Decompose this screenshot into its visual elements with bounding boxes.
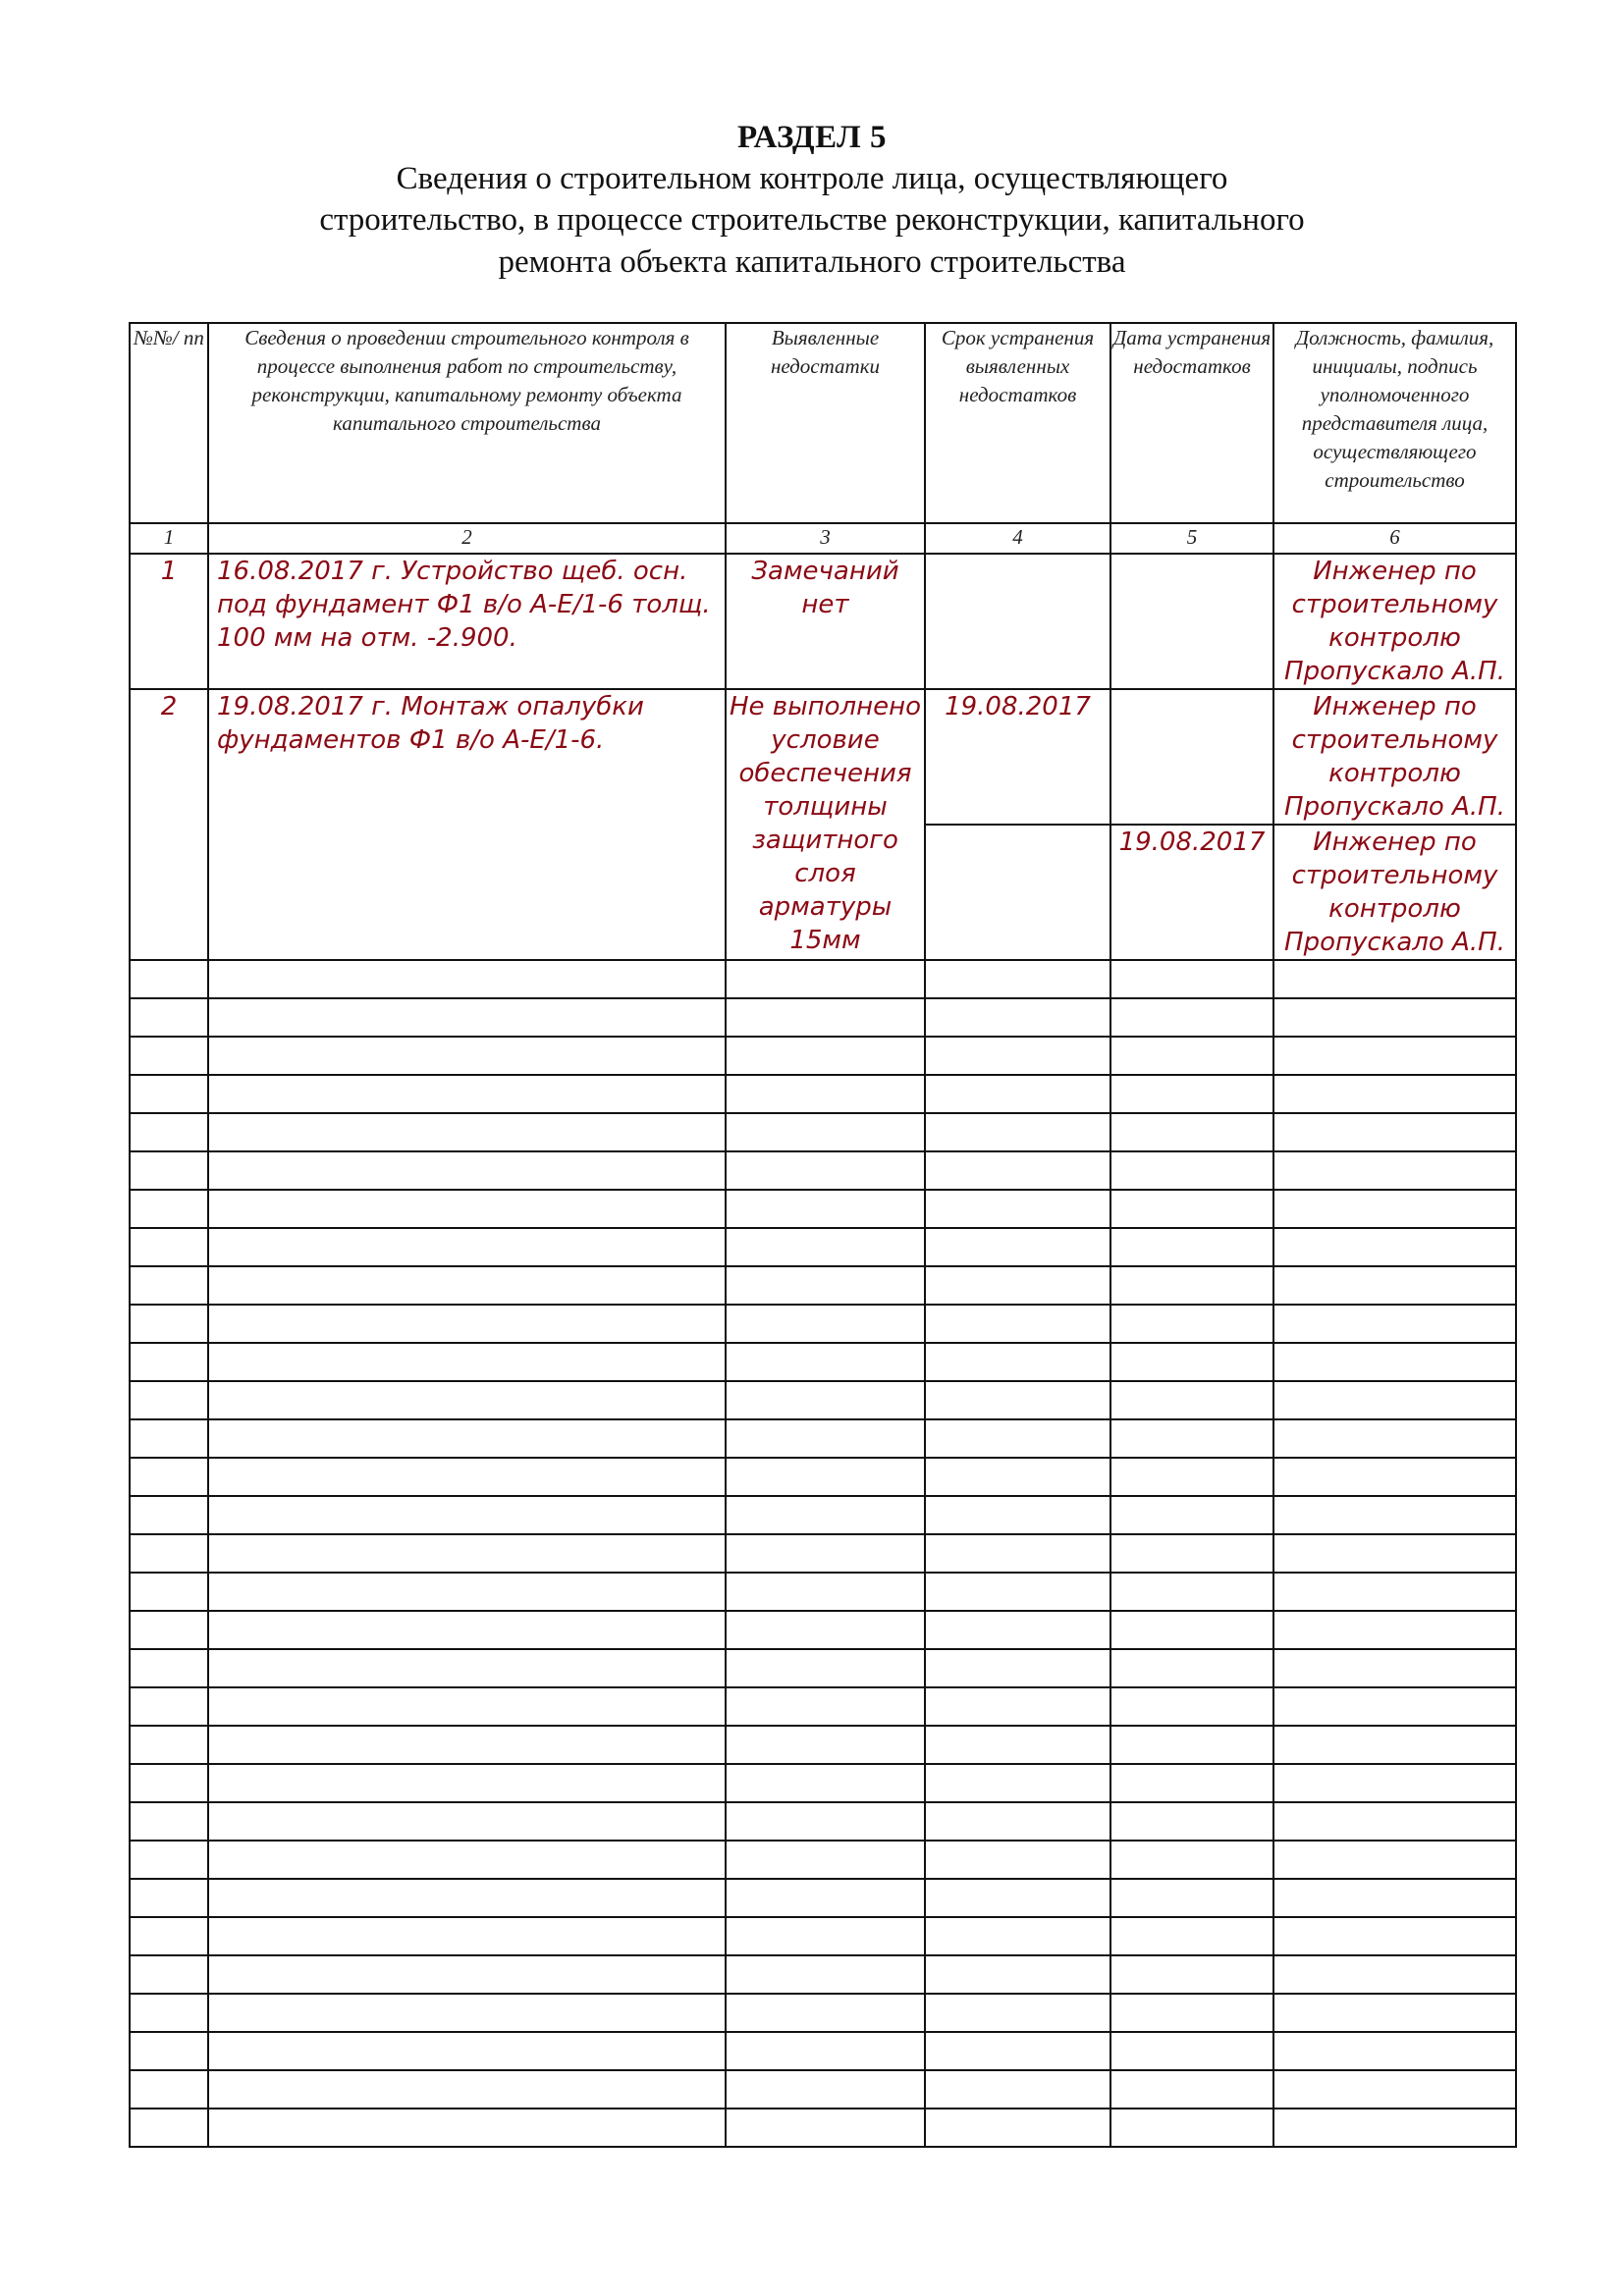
empty-cell xyxy=(1273,1649,1516,1687)
column-number: 1 xyxy=(130,523,208,554)
empty-cell xyxy=(1110,1573,1273,1611)
empty-cell xyxy=(726,1802,925,1841)
empty-cell xyxy=(1110,1037,1273,1075)
empty-table-row xyxy=(130,1305,1516,1343)
column-number: 3 xyxy=(726,523,925,554)
empty-table-row xyxy=(130,1573,1516,1611)
empty-cell xyxy=(1273,998,1516,1037)
empty-cell xyxy=(208,2109,726,2147)
empty-cell xyxy=(130,1764,208,1802)
empty-cell xyxy=(130,1075,208,1113)
empty-cell xyxy=(1110,1994,1273,2032)
empty-cell xyxy=(130,1611,208,1649)
empty-cell xyxy=(130,1802,208,1841)
empty-cell xyxy=(130,1649,208,1687)
empty-cell xyxy=(726,1305,925,1343)
empty-cell xyxy=(130,1266,208,1305)
empty-cell xyxy=(1110,1113,1273,1151)
empty-cell xyxy=(208,1649,726,1687)
empty-cell xyxy=(1110,2032,1273,2070)
empty-cell xyxy=(726,1458,925,1496)
empty-cell xyxy=(726,1228,925,1266)
empty-cell xyxy=(726,1496,925,1534)
empty-cell xyxy=(208,1879,726,1917)
empty-cell xyxy=(726,1726,925,1764)
empty-cell xyxy=(1273,1955,1516,1994)
empty-cell xyxy=(1273,1419,1516,1458)
empty-cell xyxy=(726,2070,925,2109)
empty-cell xyxy=(925,1496,1110,1534)
empty-cell xyxy=(726,2109,925,2147)
empty-cell xyxy=(1110,1228,1273,1266)
empty-cell xyxy=(1110,1611,1273,1649)
empty-cell xyxy=(1110,1381,1273,1419)
empty-cell xyxy=(925,1764,1110,1802)
empty-cell xyxy=(130,1305,208,1343)
empty-table-row xyxy=(130,1228,1516,1266)
empty-cell xyxy=(130,1343,208,1381)
entry-defects: Не выполнено условие обеспечения толщины защитного слоя арматуры 15мм xyxy=(726,689,925,960)
empty-table-row xyxy=(130,2032,1516,2070)
column-number: 5 xyxy=(1110,523,1273,554)
entry-signer: Инженер по строительному контролю Пропускало А.П. xyxy=(1273,689,1516,825)
empty-cell xyxy=(130,1955,208,1994)
empty-table-row xyxy=(130,1419,1516,1458)
header-col-signer: Должность, фамилия, инициалы, подпись уполномоченного представителя лица, осуществляющего строительство xyxy=(1273,323,1516,523)
empty-cell xyxy=(925,1917,1110,1955)
entry-info: 19.08.2017 г. Монтаж опалубки фундаментов Ф1 в/о А-Е/1-6. xyxy=(208,689,726,960)
empty-cell xyxy=(726,1113,925,1151)
empty-cell xyxy=(130,1419,208,1458)
empty-cell xyxy=(925,1037,1110,1075)
empty-cell xyxy=(1273,2070,1516,2109)
empty-cell xyxy=(208,1764,726,1802)
empty-cell xyxy=(925,1228,1110,1266)
empty-cell xyxy=(1110,2070,1273,2109)
empty-cell xyxy=(1110,1266,1273,1305)
empty-cell xyxy=(1110,998,1273,1037)
empty-cell xyxy=(130,1687,208,1726)
empty-cell xyxy=(1110,1649,1273,1687)
entry-deadline xyxy=(925,825,1110,960)
empty-cell xyxy=(925,1113,1110,1151)
empty-cell xyxy=(208,1228,726,1266)
empty-table-row xyxy=(130,1764,1516,1802)
empty-cell xyxy=(1273,1151,1516,1190)
empty-cell xyxy=(925,1305,1110,1343)
empty-cell xyxy=(208,1266,726,1305)
entry-number: 2 xyxy=(130,689,208,960)
empty-cell xyxy=(208,1113,726,1151)
empty-cell xyxy=(1273,1917,1516,1955)
empty-cell xyxy=(130,1151,208,1190)
empty-cell xyxy=(208,1917,726,1955)
empty-cell xyxy=(208,1305,726,1343)
empty-cell xyxy=(1273,1266,1516,1305)
empty-cell xyxy=(130,1228,208,1266)
empty-table-row xyxy=(130,1151,1516,1190)
empty-cell xyxy=(208,1687,726,1726)
empty-cell xyxy=(208,998,726,1037)
table-row xyxy=(130,689,1516,825)
empty-table-row xyxy=(130,1496,1516,1534)
empty-cell xyxy=(925,1266,1110,1305)
empty-cell xyxy=(1110,1075,1273,1113)
empty-cell xyxy=(208,2032,726,2070)
empty-cell xyxy=(130,2109,208,2147)
empty-cell xyxy=(1273,1573,1516,1611)
empty-cell xyxy=(726,1075,925,1113)
empty-table-row xyxy=(130,1879,1516,1917)
empty-cell xyxy=(925,998,1110,1037)
empty-cell xyxy=(1273,1305,1516,1343)
column-number: 4 xyxy=(925,523,1110,554)
header-row xyxy=(130,323,1516,523)
empty-cell xyxy=(1110,1496,1273,1534)
empty-cell xyxy=(726,960,925,998)
empty-cell xyxy=(1110,1841,1273,1879)
header-col-number: №№/ пп xyxy=(130,323,208,523)
empty-cell xyxy=(1110,1190,1273,1228)
empty-cell xyxy=(130,1458,208,1496)
empty-cell xyxy=(1273,1113,1516,1151)
empty-cell xyxy=(208,1573,726,1611)
empty-cell xyxy=(925,1458,1110,1496)
empty-cell xyxy=(1273,1075,1516,1113)
empty-cell xyxy=(726,1764,925,1802)
empty-cell xyxy=(925,960,1110,998)
empty-cell xyxy=(726,1419,925,1458)
empty-cell xyxy=(1273,2109,1516,2147)
empty-cell xyxy=(925,1879,1110,1917)
empty-cell xyxy=(925,1994,1110,2032)
empty-cell xyxy=(1110,1726,1273,1764)
empty-cell xyxy=(1273,1879,1516,1917)
empty-table-row xyxy=(130,1917,1516,1955)
empty-cell xyxy=(130,1496,208,1534)
empty-cell xyxy=(208,1381,726,1419)
empty-cell xyxy=(925,1802,1110,1841)
empty-cell xyxy=(208,1802,726,1841)
empty-cell xyxy=(208,1151,726,1190)
empty-cell xyxy=(1273,960,1516,998)
empty-cell xyxy=(726,1841,925,1879)
table-row xyxy=(130,554,1516,689)
empty-table-row xyxy=(130,960,1516,998)
empty-cell xyxy=(1273,1802,1516,1841)
empty-cell xyxy=(925,1611,1110,1649)
empty-table-row xyxy=(130,1113,1516,1151)
entry-fix-date xyxy=(1110,689,1273,825)
empty-cell xyxy=(208,1343,726,1381)
empty-cell xyxy=(130,998,208,1037)
empty-table-row xyxy=(130,1037,1516,1075)
empty-table-row xyxy=(130,1611,1516,1649)
empty-cell xyxy=(130,1113,208,1151)
empty-cell xyxy=(130,2070,208,2109)
header-col-info: Сведения о проведении строительного контроля в процессе выполнения работ по строительству, реконструкции, капитальному ремонту объекта капитального строительства xyxy=(208,323,726,523)
empty-cell xyxy=(925,1151,1110,1190)
empty-cell xyxy=(925,1841,1110,1879)
empty-cell xyxy=(1110,1687,1273,1726)
empty-table-row xyxy=(130,1802,1516,1841)
empty-cell xyxy=(130,1726,208,1764)
empty-cell xyxy=(925,1726,1110,1764)
construction-control-table xyxy=(129,322,1517,2148)
empty-cell xyxy=(1273,1228,1516,1266)
empty-cell xyxy=(726,1611,925,1649)
empty-table-row xyxy=(130,2070,1516,2109)
entry-fix-date xyxy=(1110,554,1273,689)
entry-signer: Инженер по строительному контролю Пропускало А.П. xyxy=(1273,825,1516,960)
blank-rows xyxy=(130,960,1516,2147)
empty-cell xyxy=(1110,960,1273,998)
empty-cell xyxy=(726,1037,925,1075)
empty-table-row xyxy=(130,1649,1516,1687)
column-number-row xyxy=(130,523,1516,554)
empty-table-row xyxy=(130,1534,1516,1573)
empty-cell xyxy=(208,1726,726,1764)
entry-deadline: 19.08.2017 xyxy=(925,689,1110,825)
empty-table-row xyxy=(130,1994,1516,2032)
empty-cell xyxy=(1273,1611,1516,1649)
entry-info: 16.08.2017 г. Устройство щеб. осн. под фундамент Ф1 в/о А-Е/1-6 толщ. 100 мм на отм. -2.900. xyxy=(208,554,726,689)
empty-cell xyxy=(208,1534,726,1573)
empty-cell xyxy=(1273,1994,1516,2032)
header-col-defects: Выявленные недостатки xyxy=(726,323,925,523)
empty-cell xyxy=(925,1419,1110,1458)
empty-table-row xyxy=(130,1458,1516,1496)
empty-cell xyxy=(1110,1764,1273,1802)
header-col-fix-date: Дата устранения недостатков xyxy=(1110,323,1273,523)
empty-cell xyxy=(208,1841,726,1879)
empty-cell xyxy=(726,2032,925,2070)
empty-cell xyxy=(130,1037,208,1075)
empty-cell xyxy=(925,1649,1110,1687)
empty-table-row xyxy=(130,1343,1516,1381)
empty-cell xyxy=(726,1266,925,1305)
empty-cell xyxy=(726,1381,925,1419)
empty-cell xyxy=(1273,1037,1516,1075)
empty-cell xyxy=(208,1037,726,1075)
empty-cell xyxy=(208,1419,726,1458)
empty-cell xyxy=(726,1534,925,1573)
empty-table-row xyxy=(130,1266,1516,1305)
empty-cell xyxy=(925,2032,1110,2070)
empty-table-row xyxy=(130,1955,1516,1994)
empty-cell xyxy=(130,1841,208,1879)
empty-table-row xyxy=(130,998,1516,1037)
empty-cell xyxy=(208,1496,726,1534)
entry-signer: Инженер по строительному контролю Пропускало А.П. xyxy=(1273,554,1516,689)
empty-cell xyxy=(208,1075,726,1113)
empty-cell xyxy=(925,2070,1110,2109)
empty-cell xyxy=(925,1381,1110,1419)
empty-cell xyxy=(925,1687,1110,1726)
empty-cell xyxy=(726,1573,925,1611)
empty-cell xyxy=(208,960,726,998)
empty-cell xyxy=(130,1534,208,1573)
empty-cell xyxy=(1273,1458,1516,1496)
empty-cell xyxy=(1273,1190,1516,1228)
empty-cell xyxy=(726,1151,925,1190)
empty-cell xyxy=(726,1343,925,1381)
empty-cell xyxy=(1110,1458,1273,1496)
empty-table-row xyxy=(130,1841,1516,1879)
empty-table-row xyxy=(130,1726,1516,1764)
empty-cell xyxy=(1110,1534,1273,1573)
empty-cell xyxy=(130,960,208,998)
empty-cell xyxy=(726,1917,925,1955)
empty-cell xyxy=(1273,1534,1516,1573)
empty-table-row xyxy=(130,1190,1516,1228)
empty-table-row xyxy=(130,2109,1516,2147)
empty-cell xyxy=(130,1190,208,1228)
empty-cell xyxy=(1273,2032,1516,2070)
empty-cell xyxy=(208,1190,726,1228)
empty-cell xyxy=(925,1075,1110,1113)
empty-cell xyxy=(726,998,925,1037)
empty-cell xyxy=(1110,1305,1273,1343)
empty-cell xyxy=(130,1917,208,1955)
empty-cell xyxy=(1273,1764,1516,1802)
empty-cell xyxy=(726,1879,925,1917)
empty-cell xyxy=(208,1611,726,1649)
empty-cell xyxy=(130,1879,208,1917)
empty-cell xyxy=(925,2109,1110,2147)
empty-cell xyxy=(1110,1419,1273,1458)
empty-cell xyxy=(208,2070,726,2109)
empty-cell xyxy=(1110,1917,1273,1955)
empty-cell xyxy=(726,1649,925,1687)
empty-cell xyxy=(1110,1343,1273,1381)
entry-fix-date: 19.08.2017 xyxy=(1110,825,1273,960)
title-line-3: ремонта объекта капитального строительства xyxy=(498,244,1126,280)
entry-defects: Замечаний нет xyxy=(726,554,925,689)
empty-cell xyxy=(1273,1726,1516,1764)
column-number: 6 xyxy=(1273,523,1516,554)
title-line-2: строительство, в процессе строительстве реконструкции, капитального xyxy=(319,202,1305,238)
empty-cell xyxy=(726,1994,925,2032)
empty-table-row xyxy=(130,1381,1516,1419)
column-number: 2 xyxy=(208,523,726,554)
empty-table-row xyxy=(130,1075,1516,1113)
empty-cell xyxy=(208,1458,726,1496)
empty-cell xyxy=(726,1687,925,1726)
empty-cell xyxy=(1273,1687,1516,1726)
empty-cell xyxy=(208,1994,726,2032)
empty-cell xyxy=(1110,1879,1273,1917)
empty-cell xyxy=(1273,1841,1516,1879)
empty-cell xyxy=(925,1573,1110,1611)
empty-cell xyxy=(925,1534,1110,1573)
section-heading: РАЗДЕЛ 5 xyxy=(737,120,887,155)
empty-cell xyxy=(925,1190,1110,1228)
empty-table-row xyxy=(130,1687,1516,1726)
empty-cell xyxy=(925,1955,1110,1994)
empty-cell xyxy=(925,1343,1110,1381)
entry-number: 1 xyxy=(130,554,208,689)
empty-cell xyxy=(208,1955,726,1994)
entry-deadline xyxy=(925,554,1110,689)
title-line-1: Сведения о строительном контроле лица, осуществляющего xyxy=(396,161,1228,196)
empty-cell xyxy=(1110,1955,1273,1994)
empty-cell xyxy=(130,1381,208,1419)
empty-cell xyxy=(130,2032,208,2070)
empty-cell xyxy=(1110,1151,1273,1190)
header-col-deadline: Срок устранения выявленных недостатков xyxy=(925,323,1110,523)
empty-cell xyxy=(726,1190,925,1228)
empty-cell xyxy=(130,1994,208,2032)
empty-cell xyxy=(1110,1802,1273,1841)
empty-cell xyxy=(130,1573,208,1611)
empty-cell xyxy=(1273,1343,1516,1381)
empty-cell xyxy=(1273,1381,1516,1419)
empty-cell xyxy=(1273,1496,1516,1534)
empty-cell xyxy=(1110,2109,1273,2147)
empty-cell xyxy=(726,1955,925,1994)
